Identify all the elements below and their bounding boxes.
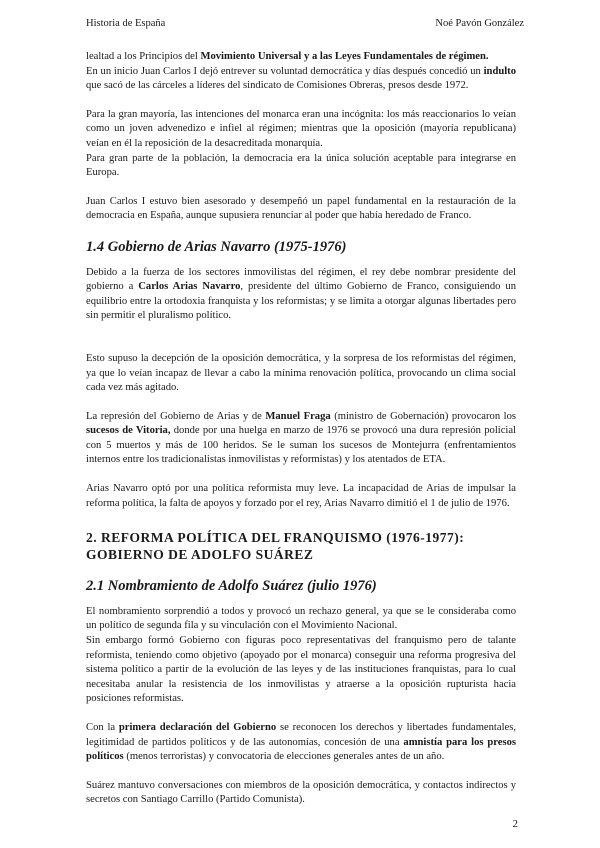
header-author: Noé Pavón González — [435, 18, 524, 29]
paragraph: La represión del Gobierno de Arias y de Manuel Fraga (ministro de Gobernación) provocaron los sucesos de Vitoria, donde por una huelga en marzo de 1976 se provocó una dura represión policial con 5 muertos y más de 100 heridos. Se le suman los sucesos de Montejurra (enfrentamientos internos entre los tradicionalistas inmovilistas y reformistas) y los atentados de ETA. — [86, 410, 517, 466]
paragraph: Arias Navarro optó por una política reformista muy leve. La incapacidad de Arias de impulsar la reforma política, la falta de apoyos y forzado por el rey, Arias Navarro dimitió el 1 de julio de 1976. — [86, 483, 516, 509]
paragraph: lealtad a los Principios del Movimiento Universal y a las Leyes Fundamentales de régimen. — [86, 51, 489, 62]
paragraph: Sin embargo formó Gobierno con figuras poco representativas del franquismo pero de talante reformista, teniendo como objetivo (apoyado por el monarca) conseguir una reforma progresiva del sistema político a partir de la evolución de las leyes y de las instituciones franquistas, para lo cual necesitaba anular la resistencia de los inmovilistas y atraerse a la oposición rupturista hacia posiciones reformistas. — [86, 635, 516, 705]
paragraph: Para la gran mayoría, las intenciones del monarca eran una incógnita: los más reaccionarios lo veían como un joven advenedizo e infiel al régimen; mientras que la oposición (mayoría republicana) veían en él la reposición de la desacreditada monarquía. — [86, 108, 516, 149]
paragraph: El nombramiento sorprendió a todos y provocó un rechazo general, ya que se le consideraba como un político de segunda fila y su vinculación con el Movimiento Nacional. — [86, 605, 516, 632]
paragraph: En un inicio Juan Carlos I dejó entrever su voluntad democrática y días después concedió un indulto que sacó de las cárceles a líderes del sindicato de Comisiones Obreras, presos desde 1972. — [86, 65, 516, 92]
document-body — [86, 50, 516, 808]
paragraph: Esto supuso la decepción de la oposición democrática, y la sorpresa de los reformistas del régimen, ya que lo veían incapaz de llevar a cabo la mínima renovación política, provocando un clima social cada vez más agitado. — [86, 352, 516, 394]
paragraph: Debido a la fuerza de los sectores inmovilistas del régimen, el rey debe nombrar presidente del gobierno a Carlos Arias Navarro, presidente del último Gobierno de Franco, consiguiendo un equilibrio entre la ortodoxia franquista y los reformistas; y se limita a otorgar algunas libertades pero sin permitir el pluralismo político. — [86, 266, 516, 322]
section-heading: 2.1 Nombramiento de Adolfo Suárez (julio 1976) — [86, 578, 377, 595]
section-heading: 1.4 Gobierno de Arias Navarro (1975-1976) — [86, 238, 347, 255]
paragraph: Suárez mantuvo conversaciones con miembros de la oposición democrática, y contactos indirectos y secretos con Santiago Carrillo (Partido Comunista). — [86, 779, 516, 806]
chapter-heading: 2. REFORMA POLÍTICA DEL FRANQUISMO (1976-1977): GOBIERNO DE ADOLFO SUÁREZ — [86, 530, 465, 563]
paragraph: Juan Carlos I estuvo bien asesorado y desempeñó un papel fundamental en la restauración de la democracia en España, aunque supusiera renunciar al poder que había heredado de Franco. — [86, 195, 516, 222]
paragraph: Para gran parte de la población, la democracia era la única solución aceptable para integrarse en Europa. — [86, 152, 516, 179]
paragraph: Con la primera declaración del Gobierno se reconocen los derechos y libertades fundamentales, legitimidad de partidos políticos y de las autonomías, concesión de una amnistía para los presos políticos (menos terroristas) y convocatoria de elecciones generales antes de un año. — [86, 722, 516, 763]
header-title: Historia de España — [86, 18, 166, 29]
page-number: 2 — [512, 818, 518, 830]
